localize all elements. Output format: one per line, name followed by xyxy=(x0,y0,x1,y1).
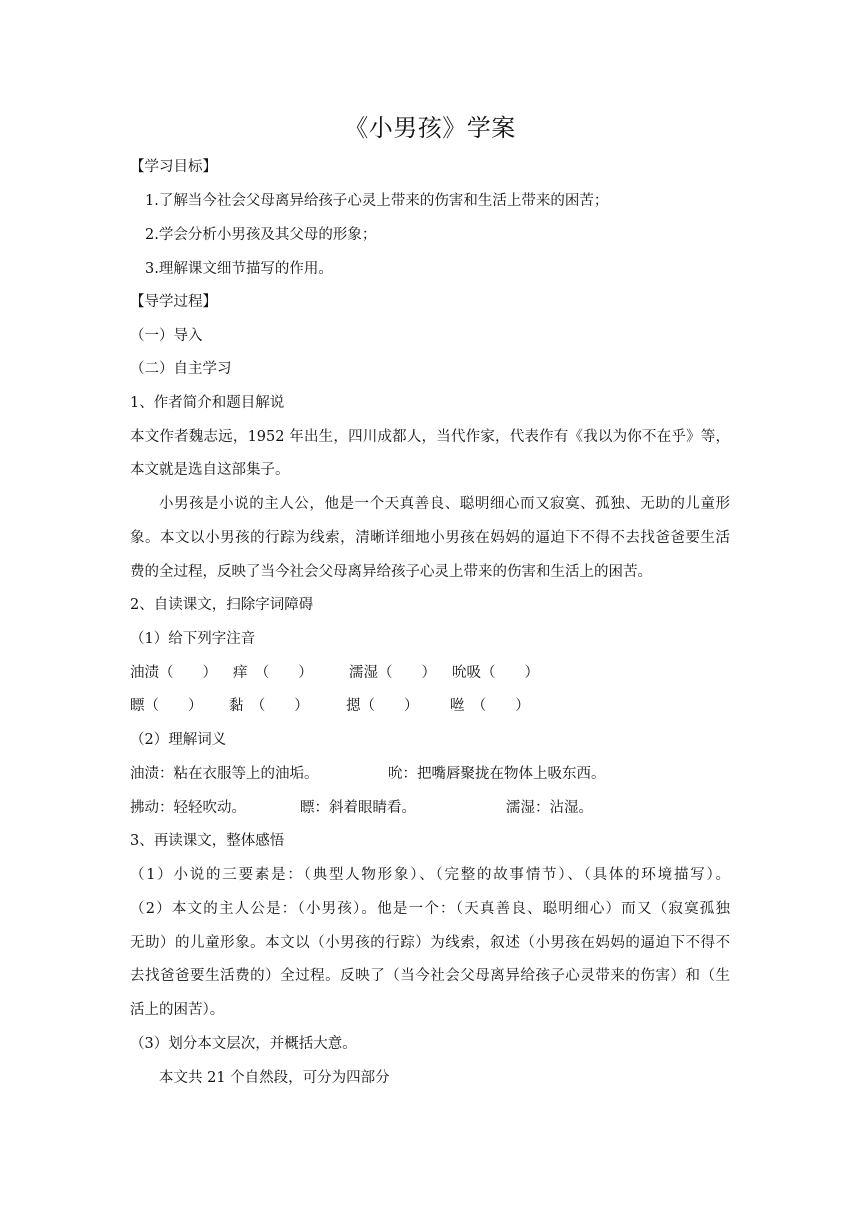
pinyin-item: 黏 （ ） xyxy=(229,698,309,714)
section-heading-goals: 【学习目标】 xyxy=(130,159,217,175)
goal-item: 1.了解当今社会父母离异给孩子心灵上带来的伤害和生活上带来的困苦； xyxy=(145,193,609,209)
subsection-heading: 1、作者简介和题目解说 xyxy=(130,395,285,411)
part-heading-self-study: （二）自主学习 xyxy=(130,361,232,377)
part-heading-intro: （一）导入 xyxy=(130,328,203,344)
question-label: （3）划分本文层次，并概括大意。 xyxy=(130,1036,357,1052)
definition-item: 濡湿：沾湿。 xyxy=(506,800,593,816)
subsection-heading: 3、再读课文，整体感悟 xyxy=(130,833,285,849)
pinyin-item: 油渍（ ） xyxy=(130,665,217,681)
pinyin-item: 痒 （ ） xyxy=(233,665,313,681)
answer-line: （2）本文的主人公是：（小男孩）。他是一个：（天真善良、聪明细心）而又（寂寞孤独 xyxy=(130,901,730,917)
paragraph-line: 本文作者魏志远，1952 年出生，四川成都人，当代作家，代表作有《我以为你不在乎》等， xyxy=(130,429,730,445)
question-label: （1）给下列字注音 xyxy=(130,631,256,647)
pinyin-item: 摁（ ） xyxy=(346,698,419,714)
paragraph-line: 象。本文以小男孩的行踪为线索，清晰详细地小男孩在妈妈的逼迫下不得不去找爸爸要生活 xyxy=(130,530,730,546)
paragraph-line: 小男孩是小说的主人公，他是一个天真善良、聪明细心而又寂寞、孤独、无助的儿童形 xyxy=(159,496,730,512)
paragraph-line: 费的全过程，反映了当今社会父母离异给孩子心灵上带来的伤害和生活上的困苦。 xyxy=(130,564,652,580)
pinyin-item: 吮吸（ ） xyxy=(452,665,539,681)
goal-item: 3.理解课文细节描写的作用。 xyxy=(145,261,333,277)
answer-line: 去找爸爸要生活费的）全过程。反映了（当今社会父母离异给孩子心灵带来的伤害）和（生 xyxy=(130,968,730,984)
answer-line: 活上的困苦）。 xyxy=(130,1002,225,1018)
definition-item: 拂动：轻轻吹动。 xyxy=(130,800,246,816)
paragraph-line: 本文就是选自这部集子。 xyxy=(130,462,290,478)
question-label: （2）理解词义 xyxy=(130,732,227,748)
pinyin-item: 瞟（ ） xyxy=(130,698,203,714)
subsection-heading: 2、自读课文，扫除字词障碍 xyxy=(130,597,314,613)
definition-item: 吮：把嘴唇聚拢在物体上吸东西。 xyxy=(388,766,606,782)
definition-item: 油渍：粘在衣服等上的油垢。 xyxy=(130,766,319,782)
pinyin-item: 濡湿（ ） xyxy=(349,665,436,681)
paragraph-line: 本文共 21 个自然段，可分为四部分 xyxy=(159,1070,390,1086)
answer-line: （1）小说的三要素是：（典型人物形象）、（完整的故事情节）、（具体的环境描写）。 xyxy=(130,867,730,883)
goal-item: 2.学会分析小男孩及其父母的形象； xyxy=(145,227,377,243)
definition-item: 瞟：斜着眼睛看。 xyxy=(300,800,416,816)
document-title: 《小男孩》学案 xyxy=(344,114,516,142)
section-heading-process: 【导学过程】 xyxy=(130,294,217,310)
pinyin-item: 咝 （ ） xyxy=(450,698,530,714)
answer-line: 无助）的儿童形象。本文以（小男孩的行踪）为线索，叙述（小男孩在妈妈的逼迫下不得不 xyxy=(130,935,730,951)
